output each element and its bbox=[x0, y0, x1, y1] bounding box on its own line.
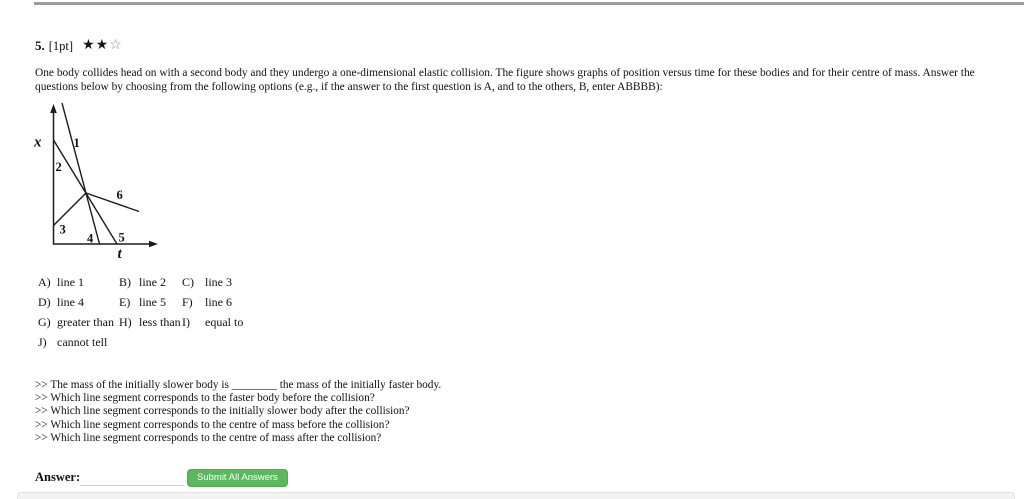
option-letter: H) bbox=[119, 315, 132, 329]
option-letter: B) bbox=[119, 275, 131, 289]
next-section-panel bbox=[17, 492, 1015, 499]
option-letter: C) bbox=[182, 275, 194, 289]
problem-number: 5. bbox=[35, 38, 45, 53]
question-line: >> Which line segment corresponds to the centre of mass before the collision? bbox=[35, 418, 390, 431]
option-text: equal to bbox=[205, 315, 244, 329]
question-line: >> Which line segment corresponds to the initially slower body after the collision? bbox=[35, 405, 410, 418]
options-list bbox=[38, 276, 243, 356]
answer-label: Answer: bbox=[35, 470, 81, 484]
graph-line-3 bbox=[54, 193, 87, 226]
problem-header bbox=[35, 38, 123, 54]
option-text: cannot tell bbox=[57, 335, 108, 349]
star-filled-icon: ★ bbox=[95, 38, 110, 53]
question-line: >> The mass of the initially slower body is ________ the mass of the initially faster body. bbox=[35, 379, 442, 391]
question-line: >> Which line segment corresponds to the faster body before the collision? bbox=[35, 392, 375, 405]
option-text: line 2 bbox=[139, 275, 166, 289]
star-outline-icon: ☆ bbox=[109, 38, 123, 53]
option-letter: D) bbox=[38, 295, 51, 309]
option-text: less than bbox=[139, 315, 181, 329]
position-time-graph bbox=[30, 100, 160, 260]
y-axis-arrow-icon bbox=[50, 104, 57, 113]
problem-points: [1pt] bbox=[48, 38, 74, 53]
option-letter: F) bbox=[182, 295, 193, 309]
questions-list bbox=[35, 379, 441, 445]
x-axis-label: t bbox=[117, 246, 122, 260]
options-row bbox=[38, 296, 243, 316]
option-text: line 1 bbox=[57, 275, 84, 289]
graph-line-1-4 bbox=[59, 103, 100, 244]
option-letter: I) bbox=[182, 315, 190, 329]
option-text: line 4 bbox=[57, 295, 84, 309]
options-row bbox=[38, 336, 243, 356]
graph-line-6 bbox=[86, 193, 139, 212]
line-5-label: 5 bbox=[118, 230, 125, 245]
option-text: line 5 bbox=[139, 295, 166, 309]
star-filled-icon: ★ bbox=[82, 38, 96, 53]
top-divider bbox=[34, 2, 1024, 5]
y-axis-label: x bbox=[34, 134, 42, 151]
difficulty-rating bbox=[82, 39, 123, 53]
answer-input[interactable] bbox=[80, 471, 184, 486]
problem-statement: One body collides head on with a second body and they undergo a one-dimensional elastic collision. The figure shows graphs of position versus time for these bodies and for their centre of mass. Answer the questions below by choosing from the following options (e.g., if the answer to the first question is A, and to the others, B, enter ABBBB): bbox=[35, 67, 975, 93]
option-text: line 6 bbox=[205, 295, 232, 309]
line-3-label: 3 bbox=[59, 222, 66, 237]
option-letter: J) bbox=[38, 335, 47, 349]
option-text: greater than bbox=[57, 315, 114, 329]
option-letter: G) bbox=[38, 315, 51, 329]
options-row bbox=[38, 276, 243, 296]
line-2-label: 2 bbox=[55, 160, 62, 174]
options-row bbox=[38, 316, 243, 336]
line-6-label: 6 bbox=[116, 188, 123, 202]
option-letter: E) bbox=[119, 295, 131, 309]
x-axis-arrow-icon bbox=[149, 241, 158, 248]
option-text: line 3 bbox=[205, 275, 232, 289]
line-1-label: 1 bbox=[73, 136, 80, 150]
line-4-label: 4 bbox=[87, 231, 94, 246]
answer-section bbox=[35, 468, 335, 490]
question-line: >> Which line segment corresponds to the centre of mass after the collision? bbox=[35, 431, 382, 444]
option-letter: A) bbox=[38, 275, 51, 289]
submit-all-answers-button[interactable]: Submit All Answers bbox=[187, 469, 288, 487]
